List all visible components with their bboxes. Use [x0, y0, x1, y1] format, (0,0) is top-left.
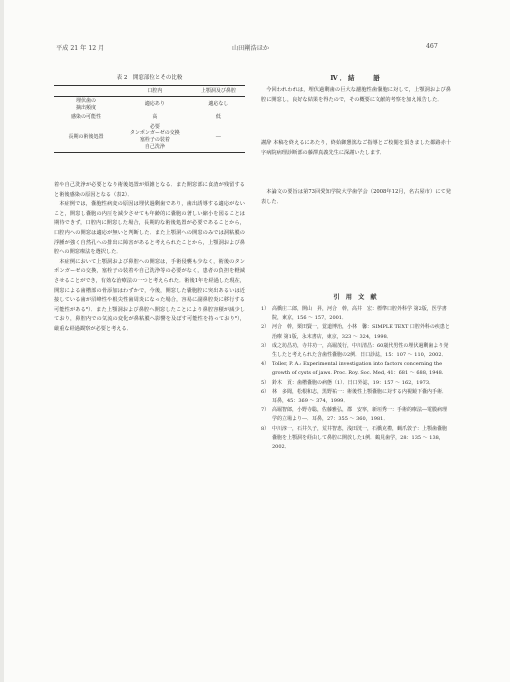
- reference-number: 2）: [261, 324, 270, 331]
- reference-number: 6）: [261, 388, 270, 395]
- reference-text: 河合 幹，栗田賢一，覚道博治，小林 馨：SIMPLE TEXT 口腔外科の疾患と治療 第1版，永末書店，東京，323 ～ 324，1998．: [272, 324, 450, 340]
- reference-item: [261, 342, 451, 360]
- acknowledgment: [261, 139, 451, 158]
- table-row-label: 長期の術後処置: [54, 122, 118, 152]
- paragraph: 本症例において上顎洞および鼻腔への開窓は，手術侵襲も少なく，術後のタンポンガーゼの交換，塞栓子の装着や自己洗浄等の必要がなく，患者の負担を軽減させることができ，有効な治療法の一つと考えられた．術後1年を経過した現在，開窓による歯槽部の骨添加はわずかで，今後，開窓した嚢胞腔に突出あるいは近接している歯が沼峰性や根尖性歯周炎になった場合，容易に副鼻腔炎に移行する可能性がある⁸）．また上顎洞および鼻腔へ開窓したことにより鼻腔容積が減少しており，鼻腔内での気流の変化が鼻粘膜へ影響を及ぼす可能性を持っており⁸），厳重な経過観察が必要と考える．: [54, 258, 245, 332]
- table-row-label: 感染の可能性: [70, 114, 101, 121]
- reference-number: 4）: [261, 361, 270, 368]
- page-binding-edge: [0, 0, 4, 682]
- reference-item: [261, 360, 451, 378]
- reference-text: 高堀智郎，小野寺聡，佐藤雅弘，郡 安寧，新垣秀一：手術的療法―電膜病理学的立場より―．耳鼻，27：355 ～ 360，1981．: [272, 407, 448, 423]
- reference-number: 7）: [261, 407, 270, 414]
- table-caption: 表 2 開窓部位とその比較: [116, 75, 183, 81]
- table-header-cell: 上顎洞及び鼻腔: [192, 86, 245, 97]
- left-column-text: [54, 181, 245, 335]
- table-row: [54, 113, 245, 123]
- page-number: 467: [426, 43, 438, 50]
- reference-number: 1）: [261, 306, 270, 312]
- paragraph: 本論文の要旨は第73回愛知学院大学歯学会（2008年12月，名古屋市）にて発表した．: [261, 189, 451, 205]
- table-header-cell: 口腔内: [118, 86, 192, 97]
- reference-number: 8）: [261, 425, 270, 432]
- references-list: [261, 305, 451, 452]
- table-cell: 適応あり: [144, 101, 165, 108]
- reference-text: 中川淳一，石井久子，荒井智恵，浅田洸一，石橋克禮，蝋爪敦子：上顎歯嚢胞嚢胞を上顎洞を経由して鼻腔に開放した1例．鶴見歯学，28：135 ～ 138，2002．: [272, 425, 448, 451]
- comparison-table: [54, 85, 245, 153]
- table-row-label: [54, 96, 118, 113]
- conclusion-text: [261, 86, 451, 105]
- paragraph: 今回われわれは，埋伏過剰歯の巨大な濾胞性歯嚢胞に対して，上顎洞および鼻腔に開窓し，良好な結果を得たので，その概要に文献的考察を加え報告した．: [261, 87, 451, 103]
- reference-text: 高橋庄二郎，開山 昇，河合 幹，高井 宏：標準口腔外科学 第2版，医学書院，東京，156 ～ 157，2001．: [272, 306, 447, 322]
- reference-number: 3）: [261, 342, 270, 349]
- reference-item: [261, 406, 451, 424]
- reference-text: Toller, P. A.: Experimental investigation into factors concerning the growth of cysts of jaws. Proc. Roy. Soc. Med, 41：681 ～ 688, 1948.: [272, 361, 444, 377]
- references-heading: 引 用 文 献: [333, 294, 379, 301]
- reference-text: 鈴木 貢：歯槽嚢胞の病態（1）．日口外誌，19：157 ～ 162，1973．: [272, 379, 435, 386]
- section-heading-conclusion: Ⅳ．結 語: [330, 74, 382, 82]
- table-cell: 低: [215, 114, 221, 121]
- table-header-cell: [54, 86, 118, 97]
- table-cell: 必要 タンポンガーゼの交換 塞栓子の装着 自己洗浄: [118, 122, 192, 152]
- table-cell: 適応なし: [208, 101, 229, 108]
- paragraph: 本症例では，嚢胞性病変の原因は埋伏過剰歯であり，歯出誘導する適応がないこと，開窓し嚢胞の内圧を減少させても年齢的に嚢胞の著しい縮小を図ることは期待できず，口腔内に開窓した場合，長期的な術後処置が必要であることから，口腔内への開窓は適応が無いと判断した．また上顎洞への開窓のみでは洞粘膜の浮腫が強く自然孔への排出に障害があると考えられたことから，上顎洞および鼻腔への開窓療法を選択した．: [54, 201, 245, 256]
- table-row: [54, 96, 245, 113]
- table-header-row: [54, 86, 245, 97]
- table-cell: ―: [192, 122, 245, 152]
- paragraph: 謝辞 本稿を終えるにあたり，終始御懇篤なご指導とご校閲を頂きました都路赤十字病院病理診断部の藤澤真義先生に深謝いたします．: [261, 140, 451, 156]
- reference-item: [261, 305, 451, 323]
- presentation-note: [261, 188, 451, 207]
- paragraph: 着や自己洗浄が必要となり術後処置が煩雑となる．また開窓部に食渣が残留すると術後感染の原因となる（表2）．: [54, 182, 245, 198]
- reference-item: [261, 388, 451, 406]
- reference-text: 林 多聞，松根和志，黒野祐一：術後性上顎嚢胞に対する内視鏡下嚢内手術．耳鼻，45：369 ～ 374，1999．: [272, 388, 448, 405]
- reference-number: 5）: [261, 379, 270, 386]
- reference-item: [261, 323, 451, 341]
- table-row: [54, 122, 245, 152]
- running-header-date: 平成 21 年 12 月: [56, 45, 105, 52]
- reference-item: [261, 379, 451, 388]
- reference-item: [261, 425, 451, 453]
- table-row-label-text: 埋伏歯の 摘出頻度: [75, 98, 96, 111]
- running-header-authors: 山田剛浩ほか: [232, 45, 270, 52]
- table-cell: 高: [152, 114, 158, 121]
- reference-text: 成之坊昌功，寺井功一，高堀茂行，中川清昌：60歳代男性の埋伏過剰歯より発生したと考えられた含歯性嚢胞の2例．日口診誌，15：107 ～ 110，2002．: [272, 342, 449, 359]
